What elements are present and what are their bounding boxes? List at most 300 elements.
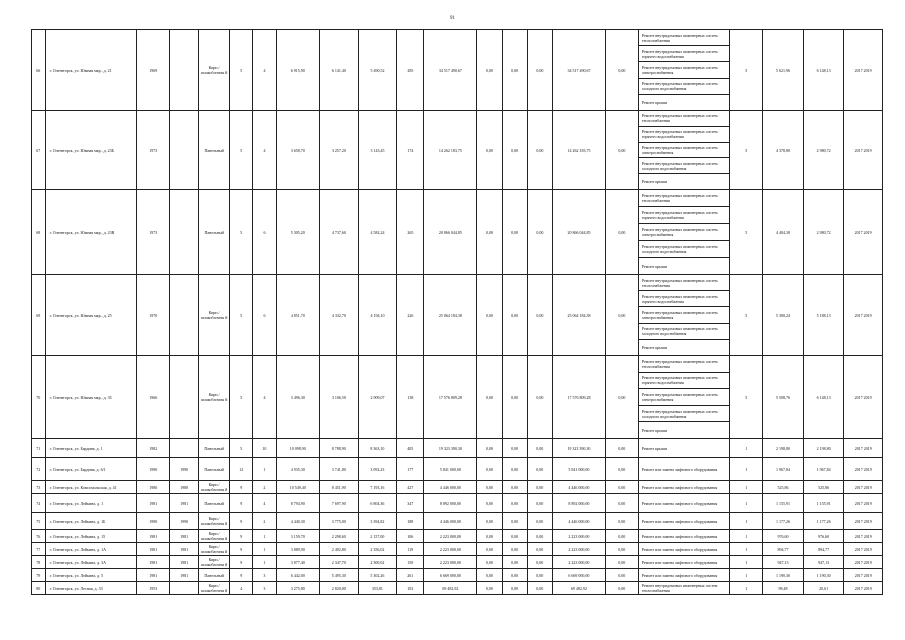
cell-living-area: 3 257,20 [320, 111, 359, 189]
cell-build-year: 1990 [137, 458, 170, 480]
cell-repair-period: 2017 2019 [844, 356, 883, 438]
cell-local-funds: 0,00 [528, 543, 553, 555]
cell-local-funds: 0,00 [528, 556, 553, 568]
cell-build-year: 1981 [137, 569, 170, 581]
cell-total-area: 10 549,40 [277, 481, 320, 493]
cell-repair-period: 2017 2019 [844, 556, 883, 568]
cell-works-count: 1 [730, 439, 763, 457]
cell-row-number: 69 [32, 275, 46, 355]
work-item: Ремонт внутридомовых инженерных систем холодного водоснабжения [639, 324, 730, 340]
cell-total-cost: 2 223 000,00 [424, 530, 477, 542]
work-item: Ремонт внутридомовых инженерных систем холодного водоснабжения [639, 406, 730, 423]
cell-residents: 174 [397, 111, 424, 189]
cell-total-area: 5 305,20 [277, 190, 320, 274]
cell-repair-period: 2017 2019 [844, 439, 883, 457]
cell-unit-cost: 1 177,26 [763, 513, 804, 529]
cell-other-funds: 0,00 [606, 275, 639, 355]
cell-residents: 188 [397, 513, 424, 529]
cell-floors: 5 [230, 275, 253, 355]
cell-other-funds: 0,00 [606, 356, 639, 438]
cell-works-list [639, 111, 731, 189]
cell-owner-funds: 2 223 000,00 [553, 556, 606, 568]
cell-regional-funds: 0,00 [503, 356, 528, 438]
work-item: Ремонт внутридомовых инженерных систем теплоснабжения [639, 111, 730, 127]
work-item: Ремонт внутридомовых инженерных систем теплоснабжения [639, 190, 730, 207]
work-item: Ремонт внутридомовых инженерных систем холодного водоснабжения [639, 158, 730, 174]
cell-owner-funds: 17 576 809,28 [553, 356, 606, 438]
cell-residents: 177 [397, 458, 424, 480]
cell-local-funds: 0,00 [528, 111, 553, 189]
table-row [32, 569, 883, 582]
cell-repair-period: 2017 2019 [844, 569, 883, 581]
work-item: Ремонт внутридомовых инженерных систем горячего водоснабжения [639, 46, 730, 62]
cell-residents: 106 [397, 530, 424, 542]
cell-living-area: 4 737,60 [320, 190, 359, 274]
work-item: Ремонт внутридомовых инженерных систем теплоснабжения [639, 275, 730, 291]
cell-other-funds: 0,00 [606, 543, 639, 555]
cell-owner-funds: 2 223 000,00 [553, 543, 606, 555]
cell-owner-funds: 4 446 000,00 [553, 513, 606, 529]
table-row [32, 530, 883, 543]
cell-entrances: 4 [253, 30, 276, 110]
cell-address: г. Оленегорск, ул. Южная мкр., д. 25 [46, 275, 138, 355]
cell-other-funds: 0,00 [606, 530, 639, 542]
cell-works-list: Ремонт или замена лифтового оборудования [639, 494, 731, 512]
cell-other-funds: 0,00 [606, 582, 639, 594]
table-row [32, 356, 883, 439]
cell-repair-period: 2017 2019 [844, 190, 883, 274]
cell-unit-cost: 1 967,84 [763, 458, 804, 480]
cell-entrances: 1 [253, 530, 276, 542]
cell-other-funds: 0,00 [606, 569, 639, 581]
cell-federal-funds: 0,00 [477, 275, 502, 355]
cell-owned-area: 353,81 [359, 582, 398, 594]
cell-living-area: 4 332,70 [320, 275, 359, 355]
cell-entrances: 2 [253, 481, 276, 493]
cell-residents: 427 [397, 481, 424, 493]
cell-commission-year: 1981 [170, 556, 199, 568]
cell-row-number: 75 [32, 513, 46, 529]
cell-living-area: 3 741,80 [320, 458, 359, 480]
cell-commission-year: 1981 [170, 494, 199, 512]
cell-build-year: 1969 [137, 30, 170, 110]
cell-local-funds: 0,00 [528, 569, 553, 581]
cell-total-area: 4 935,30 [277, 458, 320, 480]
cell-commission-year [170, 275, 199, 355]
cell-total-area: 3 877,40 [277, 556, 320, 568]
cell-works-list [639, 30, 731, 110]
cell-local-funds: 0,00 [528, 458, 553, 480]
cell-works-count: 1 [730, 530, 763, 542]
cell-address: г. Оленегорск, ул. Лесная, д. 33 [46, 582, 138, 594]
cell-commission-year [170, 111, 199, 189]
cell-total-cost: 2 223 000,00 [424, 556, 477, 568]
work-item: Ремонт внутридомовых инженерных систем электроснабжения [639, 143, 730, 159]
cell-floors: 9 [230, 513, 253, 529]
cell-living-area: 7 697,90 [320, 494, 359, 512]
cell-entrances: 4 [253, 111, 276, 189]
work-item: Ремонт внутридомовых инженерных систем горячего водоснабжения [639, 373, 730, 390]
cell-row-number: 79 [32, 569, 46, 581]
cell-local-funds: 0,00 [528, 356, 553, 438]
cell-owned-area: 3 143,45 [359, 111, 398, 189]
cell-local-funds: 0,00 [528, 190, 553, 274]
cell-works-list: Ремонт или замена лифтового оборудования [639, 543, 731, 555]
cell-repair-period: 2017 2019 [844, 513, 883, 529]
cell-total-area: 4 440,30 [277, 513, 320, 529]
cell-wall-material: Кирп./ шлакоблочны й [199, 556, 230, 568]
cell-federal-funds: 0,00 [477, 111, 502, 189]
cell-regional-funds: 0,00 [503, 556, 528, 568]
cell-works-list: Ремонт или замена лифтового оборудования [639, 481, 731, 493]
cell-local-funds: 0,00 [528, 30, 553, 110]
cell-row-number: 67 [32, 111, 46, 189]
cell-wall-material: Панельный [199, 190, 230, 274]
cell-entrances: 1 [253, 556, 276, 568]
cell-entrances: 6 [253, 190, 276, 274]
cell-total-cost: 25 064 184,38 [424, 275, 477, 355]
cell-total-cost: 6 669 000,00 [424, 569, 477, 581]
cell-regional-funds: 0,00 [503, 582, 528, 594]
cell-wall-material: Панельный [199, 439, 230, 457]
cell-limit-cost: 2 980,72 [804, 111, 845, 189]
table-row [32, 582, 883, 595]
cell-floors: 5 [230, 439, 253, 457]
cell-floors: 5 [230, 356, 253, 438]
cell-address: г. Оленегорск, ул. Бардина, д. 1 [46, 439, 138, 457]
cell-works-count: 1 [730, 556, 763, 568]
cell-entrances: 1 [253, 458, 276, 480]
cell-entrances: 1 [253, 543, 276, 555]
cell-total-cost: 4 446 000,00 [424, 513, 477, 529]
cell-works-list: Ремонт или замена лифтового оборудования [639, 556, 731, 568]
table-row [32, 556, 883, 569]
cell-total-area: 6 915,90 [277, 30, 320, 110]
cell-address: г. Оленегорск, ул. Лейкина, д. 3А [46, 556, 138, 568]
cell-other-funds: 0,00 [606, 30, 639, 110]
table-row [32, 494, 883, 513]
cell-unit-cost: 5 621,96 [763, 30, 804, 110]
cell-other-funds: 0,00 [606, 481, 639, 493]
cell-entrances: 10 [253, 439, 276, 457]
cell-works-count: 5 [730, 30, 763, 110]
cell-total-cost: 69 482,92 [424, 582, 477, 594]
cell-regional-funds: 0,00 [503, 530, 528, 542]
cell-commission-year: 1981 [170, 543, 199, 555]
work-item: Ремонт внутридомовых инженерных систем горячего водоснабжения [639, 207, 730, 224]
cell-regional-funds: 0,00 [503, 481, 528, 493]
cell-regional-funds: 0,00 [503, 111, 528, 189]
cell-row-number: 77 [32, 543, 46, 555]
cell-residents: 405 [397, 439, 424, 457]
cell-build-year: 1953 [137, 582, 170, 594]
cell-repair-period: 2017 2019 [844, 494, 883, 512]
cell-other-funds: 0,00 [606, 111, 639, 189]
cell-owned-area: 3 092,23 [359, 458, 398, 480]
cell-other-funds: 0,00 [606, 513, 639, 529]
cell-wall-material: Кирп./ шлакоблочны й [199, 513, 230, 529]
cell-build-year: 1981 [137, 494, 170, 512]
cell-row-number: 66 [32, 30, 46, 110]
work-item: Ремонт внутридомовых инженерных систем горячего водоснабжения [639, 291, 730, 307]
work-item: Ремонт внутридомовых инженерных систем холодного водоснабжения [639, 79, 730, 95]
cell-works-count: 1 [730, 582, 763, 594]
cell-federal-funds: 0,00 [477, 569, 502, 581]
cell-limit-cost: 2 198,80 [804, 439, 845, 457]
cell-residents: 347 [397, 494, 424, 512]
cell-address: г. Оленегорск, ул. Лейкина, д. 5 [46, 569, 138, 581]
cell-regional-funds: 0,00 [503, 275, 528, 355]
cell-owned-area: 3 394,82 [359, 513, 398, 529]
cell-owned-area: 8 363,10 [359, 439, 398, 457]
cell-row-number: 80 [32, 582, 46, 594]
cell-build-year: 1973 [137, 111, 170, 189]
cell-wall-material: Кирп./ шлакоблочны й [199, 543, 230, 555]
cell-federal-funds: 0,00 [477, 494, 502, 512]
cell-build-year: 1981 [137, 530, 170, 542]
cell-total-cost: 2 223 000,00 [424, 543, 477, 555]
cell-total-area: 3 658,70 [277, 111, 320, 189]
cell-residents: 285 [397, 30, 424, 110]
cell-owner-funds: 69 482,92 [553, 582, 606, 594]
cell-commission-year [170, 356, 199, 438]
work-item: Ремонт крыши [641, 179, 668, 185]
cell-floors: 9 [230, 556, 253, 568]
cell-commission-year [170, 439, 199, 457]
cell-unit-cost: 4 378,80 [763, 111, 804, 189]
cell-federal-funds: 0,00 [477, 458, 502, 480]
cell-unit-cost: 894,77 [763, 543, 804, 555]
work-item: Ремонт внутридомовых инженерных систем холодного водоснабжения [639, 241, 730, 258]
cell-regional-funds: 0,00 [503, 190, 528, 274]
cell-total-cost: 20 866 044,85 [424, 190, 477, 274]
cell-row-number: 78 [32, 556, 46, 568]
cell-local-funds: 0,00 [528, 439, 553, 457]
cell-residents: 226 [397, 275, 424, 355]
cell-row-number: 70 [32, 356, 46, 438]
cell-limit-cost: 525,86 [804, 481, 845, 493]
cell-works-count: 5 [730, 356, 763, 438]
cell-works-count: 1 [730, 513, 763, 529]
work-item: Ремонт крыши [641, 427, 668, 433]
cell-federal-funds: 0,00 [477, 530, 502, 542]
work-item: Ремонт крыши [641, 99, 668, 105]
cell-floors: 5 [230, 190, 253, 274]
cell-regional-funds: 0,00 [503, 543, 528, 555]
cell-wall-material: Кирп./ шлакоблочны й [199, 356, 230, 438]
cell-owner-funds: 5 841 000,00 [553, 458, 606, 480]
cell-local-funds: 0,00 [528, 582, 553, 594]
cell-local-funds: 0,00 [528, 530, 553, 542]
work-item: Ремонт крыши [641, 344, 668, 350]
cell-limit-cost: 1 177,26 [804, 513, 845, 529]
cell-total-cost: 19 323 390,30 [424, 439, 477, 457]
cell-living-area: 8 451,90 [320, 481, 359, 493]
cell-repair-period: 2017 2019 [844, 582, 883, 594]
work-item: Ремонт внутридомовых инженерных систем горячего водоснабжения [639, 127, 730, 143]
cell-commission-year: 1980 [170, 481, 199, 493]
cell-works-count: 1 [730, 494, 763, 512]
cell-address: г. Оленегорск, ул. Лейкина, д. 1 [46, 494, 138, 512]
cell-commission-year [170, 582, 199, 594]
cell-limit-cost: 5 188,13 [804, 275, 845, 355]
work-item: Ремонт внутридомовых инженерных систем электроснабжения [639, 224, 730, 241]
cell-limit-cost: 1 155,91 [804, 494, 845, 512]
cell-works-list: Ремонт или замена лифтового оборудования [639, 569, 731, 581]
cell-regional-funds: 0,00 [503, 513, 528, 529]
cell-row-number: 73 [32, 481, 46, 493]
cell-address: г. Оленегорск, ул. Комсомольская, д. 41 [46, 481, 138, 493]
cell-works-list [639, 275, 731, 355]
cell-owner-funds: 20 866 044,85 [553, 190, 606, 274]
cell-row-number: 68 [32, 190, 46, 274]
cell-federal-funds: 0,00 [477, 30, 502, 110]
cell-owned-area: 5 490,52 [359, 30, 398, 110]
cell-limit-cost: 1 190,30 [804, 569, 845, 581]
cell-owned-area: 2 157,00 [359, 530, 398, 542]
cell-works-count: 1 [730, 569, 763, 581]
cell-local-funds: 0,00 [528, 275, 553, 355]
cell-address: г. Оленегорск, ул. Южная мкр., д. 35 [46, 356, 138, 438]
cell-owner-funds: 4 446 000,00 [553, 481, 606, 493]
cell-living-area: 5 495,30 [320, 569, 359, 581]
cell-federal-funds: 0,00 [477, 513, 502, 529]
cell-build-year: 1981 [137, 556, 170, 568]
cell-federal-funds: 0,00 [477, 582, 502, 594]
work-item: Ремонт внутридомовых инженерных систем электроснабжения [639, 307, 730, 323]
cell-other-funds: 0,00 [606, 494, 639, 512]
cell-wall-material: Кирп./ шлакоблочны й [199, 30, 230, 110]
cell-limit-cost: 6 148,13 [804, 30, 845, 110]
cell-owner-funds: 6 669 000,00 [553, 569, 606, 581]
cell-living-area: 6 141,40 [320, 30, 359, 110]
cell-owner-funds: 25 064 184,38 [553, 275, 606, 355]
cell-build-year: 1980 [137, 481, 170, 493]
cell-limit-cost: 20,61 [804, 582, 845, 594]
cell-regional-funds: 0,00 [503, 439, 528, 457]
cell-works-count: 5 [730, 190, 763, 274]
cell-address: г. Оленегорск, ул. Южная мкр., д. 23В [46, 190, 138, 274]
cell-other-funds: 0,00 [606, 458, 639, 480]
cell-total-area: 3 889,90 [277, 543, 320, 555]
cell-living-area: 3 106,50 [320, 356, 359, 438]
cell-unit-cost: 947,13 [763, 556, 804, 568]
cell-floors: 4 [230, 582, 253, 594]
table-row [32, 439, 883, 458]
cell-owned-area: 6 804,36 [359, 494, 398, 512]
cell-wall-material: Кирп./ шлакоблочны й [199, 481, 230, 493]
cell-floors: 9 [230, 569, 253, 581]
cell-floors: 9 [230, 481, 253, 493]
cell-living-area: 2 298,60 [320, 530, 359, 542]
cell-federal-funds: 0,00 [477, 190, 502, 274]
cell-works-list: Ремонт крыши [639, 439, 731, 457]
cell-owned-area: 2 300,02 [359, 556, 398, 568]
work-item: Ремонт внутридомовых инженерных систем электроснабжения [639, 62, 730, 78]
cell-address: г. Оленегорск, ул. Южная мкр., д. 21 [46, 30, 138, 110]
work-item: Ремонт внутридомовых инженерных систем теплоснабжения [639, 30, 730, 46]
cell-total-area: 3 496,30 [277, 356, 320, 438]
cell-row-number: 74 [32, 494, 46, 512]
cell-limit-cost: 894,77 [804, 543, 845, 555]
cell-floors: 9 [230, 530, 253, 542]
cell-other-funds: 0,00 [606, 439, 639, 457]
cell-build-year: 1966 [137, 356, 170, 438]
cell-repair-period: 2017 2019 [844, 30, 883, 110]
cell-federal-funds: 0,00 [477, 481, 502, 493]
cell-total-cost: 14 262 183,75 [424, 111, 477, 189]
cell-build-year: 1990 [137, 513, 170, 529]
cell-federal-funds: 0,00 [477, 543, 502, 555]
table-row [32, 190, 883, 275]
cell-works-count: 5 [730, 275, 763, 355]
cell-total-cost: 5 841 000,00 [424, 458, 477, 480]
cell-entrances: 3 [253, 582, 276, 594]
cell-total-area: 3 159,70 [277, 530, 320, 542]
cell-residents: 150 [397, 556, 424, 568]
cell-row-number: 71 [32, 439, 46, 457]
cell-wall-material: Кирп./ шлакоблочны й [199, 275, 230, 355]
cell-repair-period: 2017 2019 [844, 275, 883, 355]
cell-regional-funds: 0,00 [503, 569, 528, 581]
cell-total-cost: 34 517 490,67 [424, 30, 477, 110]
cell-floors: 5 [230, 30, 253, 110]
cell-local-funds: 0,00 [528, 513, 553, 529]
cell-limit-cost: 6 148,13 [804, 356, 845, 438]
cell-wall-material: Панельный [199, 111, 230, 189]
cell-floors: 9 [230, 494, 253, 512]
cell-commission-year [170, 30, 199, 110]
cell-build-year: 1982 [137, 439, 170, 457]
cell-address: г. Оленегорск, ул. Южная мкр., д. 23Б [46, 111, 138, 189]
cell-owned-area: 2 909,07 [359, 356, 398, 438]
cell-build-year: 1973 [137, 190, 170, 274]
cell-row-number: 76 [32, 530, 46, 542]
cell-repair-period: 2017 2019 [844, 543, 883, 555]
cell-entrances: 6 [253, 275, 276, 355]
cell-owned-area: 4 194,10 [359, 275, 398, 355]
cell-repair-period: 2017 2019 [844, 458, 883, 480]
cell-limit-cost: 947,13 [804, 556, 845, 568]
cell-works-list: Ремонт или замена лифтового оборудования [639, 530, 731, 542]
work-item: Ремонт внутридомовых инженерных систем электроснабжения [639, 389, 730, 406]
cell-limit-cost: 976,60 [804, 530, 845, 542]
cell-works-count: 1 [730, 458, 763, 480]
cell-owner-funds: 2 223 000,00 [553, 530, 606, 542]
cell-local-funds: 0,00 [528, 481, 553, 493]
cell-commission-year [170, 190, 199, 274]
cell-owner-funds: 34 517 490,67 [553, 30, 606, 110]
cell-residents: 138 [397, 356, 424, 438]
cell-total-area: 8 794,90 [277, 494, 320, 512]
cell-other-funds: 0,00 [606, 556, 639, 568]
cell-works-list: Ремонт или замена лифтового оборудования [639, 513, 731, 529]
cell-residents: 119 [397, 543, 424, 555]
cell-unit-cost: 4 404,30 [763, 190, 804, 274]
cell-living-area: 3 775,00 [320, 513, 359, 529]
capital-repair-table [31, 29, 883, 595]
cell-unit-cost: 976,60 [763, 530, 804, 542]
cell-living-area: 2 347,70 [320, 556, 359, 568]
cell-total-area: 3 275,80 [277, 582, 320, 594]
cell-total-cost: 4 446 000,00 [424, 481, 477, 493]
cell-owner-funds: 8 892 000,00 [553, 494, 606, 512]
cell-regional-funds: 0,00 [503, 30, 528, 110]
cell-build-year: 1981 [137, 543, 170, 555]
cell-floors: 12 [230, 458, 253, 480]
cell-address: г. Оленегорск, ул. Лейкина, д. 1Б [46, 513, 138, 529]
cell-residents: 103 [397, 582, 424, 594]
